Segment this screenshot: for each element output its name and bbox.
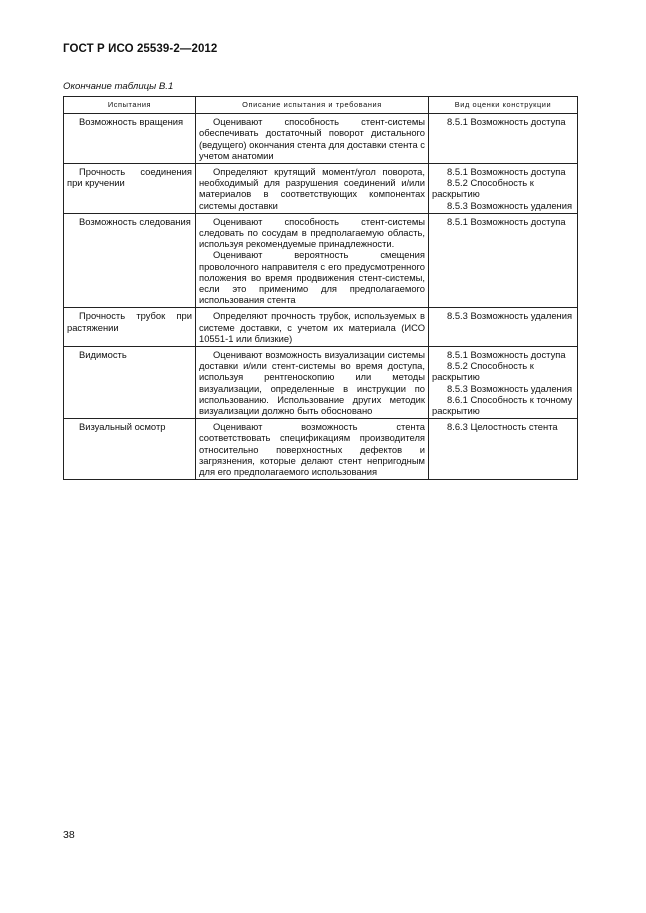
test-description-paragraph: Определяют крутящий момент/угол поворота, необходимый для разрушения соединений и/или материалов в соответствующих компонентах системы доставки bbox=[199, 166, 425, 211]
evaluation-clause: 8.6.1 Способность к точному раскрытию bbox=[432, 393, 573, 417]
evaluation-clause: 8.5.1 Возможность доступа bbox=[447, 215, 566, 227]
test-name-cell bbox=[64, 114, 196, 164]
evaluation-cell bbox=[429, 419, 578, 480]
evaluation-clause: 8.5.2 Способность к раскрытию bbox=[432, 177, 534, 200]
column-header-evaluation: Вид оценки конструкции bbox=[429, 97, 578, 114]
evaluation-clause: 8.5.1 Возможность доступа bbox=[447, 166, 566, 178]
test-name: Прочность соединения при кручении bbox=[67, 166, 192, 189]
table-row bbox=[64, 213, 578, 308]
test-description-paragraph: Определяют прочность трубок, используемых в системе доставки, с учетом их материала (ИСО 10551-1 или близкие) bbox=[199, 310, 425, 344]
test-description-cell bbox=[196, 347, 429, 419]
evaluation-clause: 8.5.1 Возможность доступа bbox=[447, 116, 566, 128]
test-name: Возможность следования bbox=[79, 215, 191, 227]
test-name-cell bbox=[64, 347, 196, 419]
test-description-cell bbox=[196, 308, 429, 347]
table-body bbox=[64, 114, 578, 480]
standard-header: ГОСТ Р ИСО 25539-2—2012 bbox=[63, 43, 218, 55]
test-description-paragraph: Оценивают возможность визуализации системы доставки и/или стент-системы во время доступа, используя рентгеноскопию или методы визуализации, определенные в инструкции по использованию. Использование других методик визуализации должно быть обосновано bbox=[199, 349, 425, 417]
test-name: Видимость bbox=[79, 349, 127, 361]
table-row bbox=[64, 347, 578, 419]
table-row bbox=[64, 419, 578, 480]
test-description-paragraph: Оценивают возможность стента соответствовать спецификациям производителя относительно поверхностных дефектов и загрязнения, которые делают стент непригодным для его предполагаемого использования bbox=[199, 421, 425, 478]
test-description-cell bbox=[196, 114, 429, 164]
evaluation-cell bbox=[429, 213, 578, 308]
evaluation-cell bbox=[429, 164, 578, 214]
specification-table bbox=[63, 96, 578, 480]
test-name-cell bbox=[64, 308, 196, 347]
test-name-cell bbox=[64, 213, 196, 308]
test-description-cell bbox=[196, 213, 429, 308]
evaluation-clause: 8.5.2 Способность к раскрытию bbox=[432, 360, 534, 383]
table-row bbox=[64, 308, 578, 347]
table-caption: Окончание таблицы В.1 bbox=[63, 81, 174, 92]
test-description-paragraph: Оценивают способность стент-системы следовать по сосудам в предполагаемую область, используя рекомендуемые принадлежности. bbox=[199, 215, 425, 250]
evaluation-clause: 8.5.1 Возможность доступа bbox=[447, 349, 566, 361]
evaluation-cell bbox=[429, 114, 578, 164]
table-row bbox=[64, 114, 578, 164]
column-header-description: Описание испытания и требования bbox=[196, 97, 429, 114]
test-name: Визуальный осмотр bbox=[79, 421, 166, 433]
evaluation-cell bbox=[429, 308, 578, 347]
test-name: Прочность трубок при растяжении bbox=[67, 310, 192, 333]
evaluation-clause: 8.6.3 Целостность стента bbox=[447, 421, 558, 433]
column-header-tests: Испытания bbox=[64, 97, 196, 114]
evaluation-clause: 8.5.3 Возможность удаления bbox=[447, 199, 573, 211]
evaluation-clause: 8.5.3 Возможность удаления bbox=[447, 310, 573, 322]
test-description-paragraph: Оценивают способность стент-системы обеспечивать достаточный поворот дистального (ведущего) окончания стента для доставки стента с учетом анатомии bbox=[199, 116, 425, 161]
test-name: Возможность вращения bbox=[79, 116, 184, 128]
test-description-cell bbox=[196, 419, 429, 480]
test-description-paragraph: Оценивают вероятность смещения проволочного направителя с его предусмотренного положения во время продвижения стент-системы, если это применимо для предполагаемого использования стента bbox=[199, 249, 425, 306]
table-header-row bbox=[64, 97, 578, 114]
evaluation-cell bbox=[429, 347, 578, 419]
test-name-cell bbox=[64, 419, 196, 480]
page-number: 38 bbox=[63, 829, 75, 841]
test-name-cell bbox=[64, 164, 196, 214]
evaluation-clause: 8.5.3 Возможность удаления bbox=[447, 382, 573, 394]
test-description-cell bbox=[196, 164, 429, 214]
table-row bbox=[64, 164, 578, 214]
